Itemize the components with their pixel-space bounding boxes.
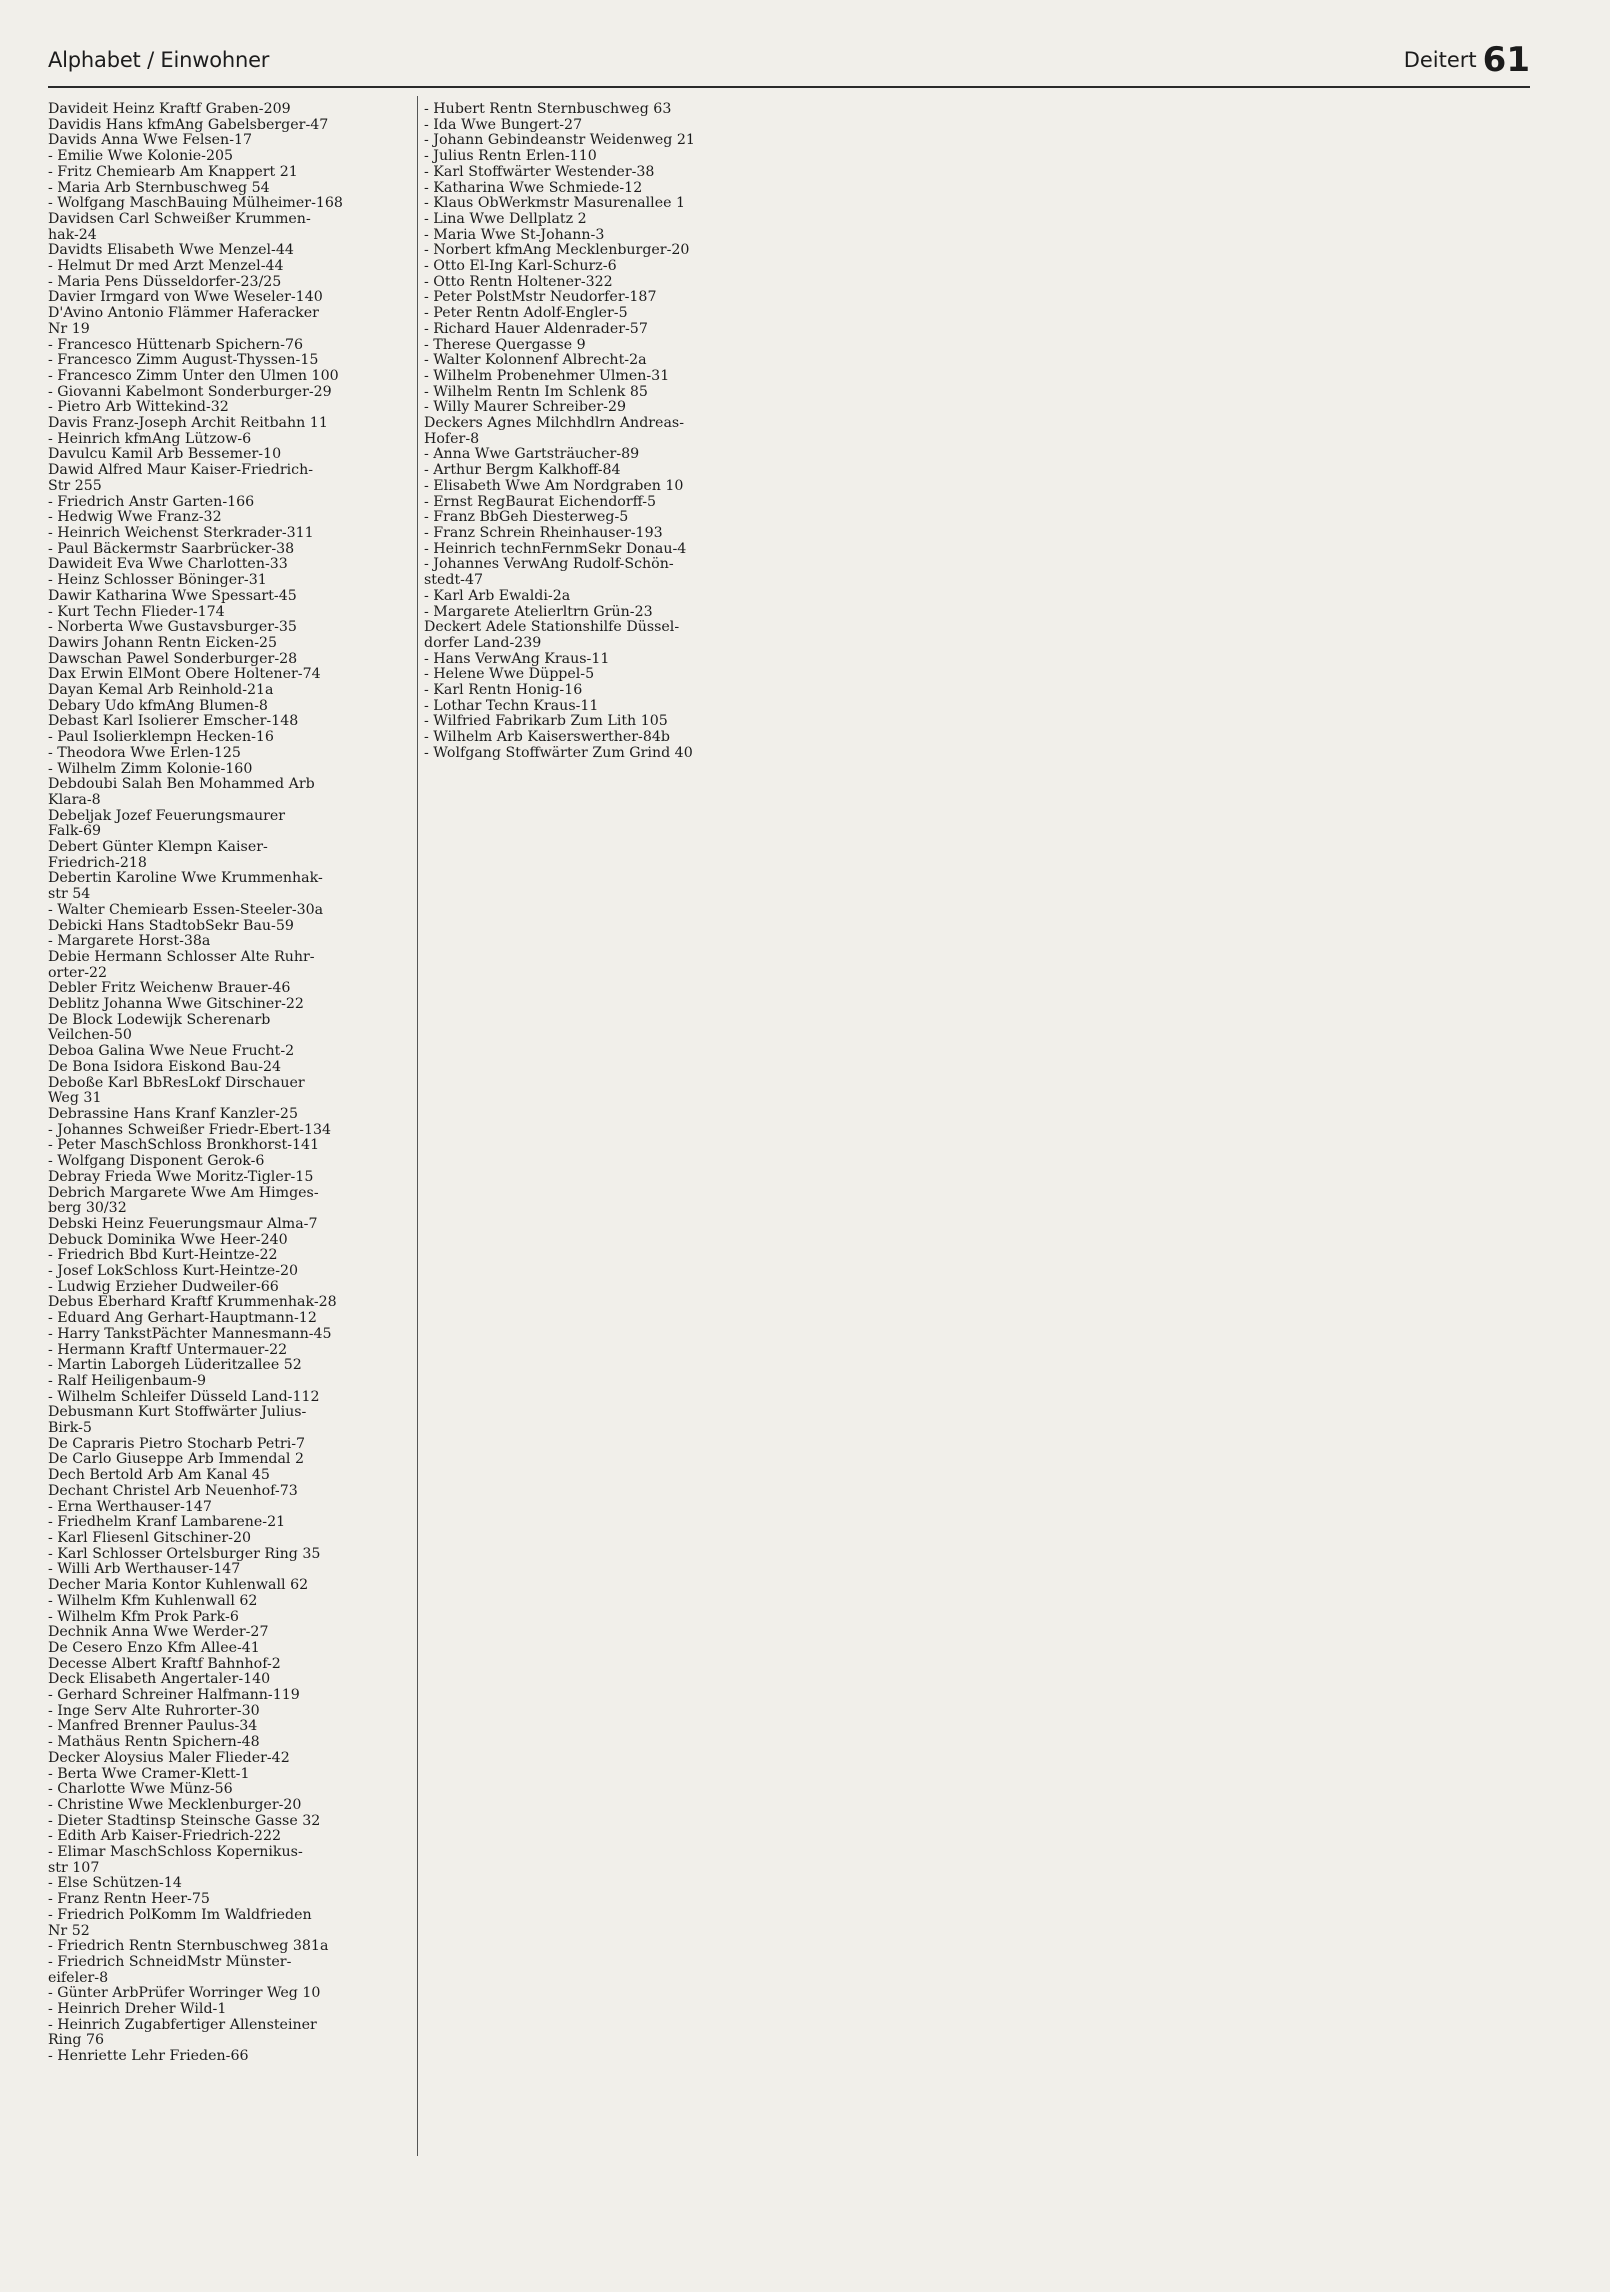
directory-line: Davideit Heinz Kraftf Graben-209: [48, 101, 291, 117]
directory-line: - Else Schützen-14: [48, 1875, 182, 1892]
directory-line: - Karl Schlosser Ortelsburger Ring 35: [48, 1545, 321, 1562]
directory-line: - Hermann Kraftf Untermauer-22: [48, 1341, 288, 1358]
directory-line: - Johannes VerwAng Rudolf-Schön-: [424, 556, 674, 573]
directory-line: str 54: [48, 886, 91, 903]
directory-line: De Capraris Pietro Stocharb Petri-7: [48, 1435, 306, 1452]
directory-line: - Ida Wwe Bungert-27: [424, 116, 583, 133]
directory-line: Deckers Agnes Milchhdlrn Andreas-: [424, 415, 684, 432]
directory-line: - Paul Isolierklempn Hecken-16: [48, 729, 274, 746]
directory-line: - Francesco Zimm August-Thyssen-15: [48, 352, 319, 369]
directory-line: De Cesero Enzo Kfm Allee-41: [48, 1639, 260, 1656]
directory-line: eifeler-8: [48, 1969, 109, 1986]
directory-line: - Wilhelm Arb Kaiserswerther-84b: [424, 729, 670, 746]
directory-line: - Erna Werthauser-147: [48, 1498, 212, 1515]
directory-line: - Wilhelm Schleifer Düsseld Land-112: [48, 1388, 320, 1405]
directory-line: - Kurt Techn Flieder-174: [48, 603, 225, 620]
directory-line: - Katharina Wwe Schmiede-12: [424, 179, 643, 196]
directory-line: - Lothar Techn Kraus-11: [424, 697, 599, 714]
directory-line: Veilchen-50: [48, 1027, 132, 1044]
directory-line: - Wilhelm Rentn Im Schlenk 85: [424, 383, 648, 400]
directory-line: Debusmann Kurt Stoffwärter Julius-: [48, 1404, 307, 1421]
directory-line: - Wolfgang MaschBauing Mülheimer-168: [48, 195, 343, 212]
directory-line: Deblitz Johanna Wwe Gitschiner-22: [48, 996, 304, 1013]
directory-line: Str 255: [48, 477, 102, 494]
directory-line: Dechant Christel Arb Neuenhof-73: [48, 1482, 298, 1499]
directory-line: - Josef LokSchloss Kurt-Heintze-20: [48, 1263, 299, 1280]
directory-line: - Gerhard Schreiner Halfmann-119: [48, 1687, 300, 1704]
directory-line: Dax Erwin ElMont Obere Holtener-74: [48, 666, 321, 683]
directory-line: stedt-47: [424, 572, 484, 589]
directory-line: Decker Aloysius Maler Flieder-42: [48, 1749, 290, 1766]
directory-line: Dawid Alfred Maur Kaiser-Friedrich-: [48, 462, 314, 479]
directory-line: - Margarete Atelierltrn Grün-23: [424, 603, 653, 620]
directory-line: - Charlotte Wwe Münz-56: [48, 1781, 233, 1798]
directory-line: De Carlo Giuseppe Arb Immendal 2: [48, 1451, 304, 1468]
directory-line: - Martin Laborgeh Lüderitzallee 52: [48, 1357, 302, 1374]
directory-line: Debrassine Hans Kranf Kanzler-25: [48, 1106, 298, 1122]
directory-line: - Karl Arb Ewaldi-2a: [424, 587, 571, 604]
section-title: Alphabet / Einwohner: [48, 48, 270, 72]
directory-line: berg 30/32: [48, 1200, 127, 1217]
directory-line: - Maria Arb Sternbuschweg 54: [48, 179, 270, 196]
directory-line: - Wilhelm Kfm Kuhlenwall 62: [48, 1592, 258, 1609]
column-divider: [417, 96, 418, 2156]
directory-line: - Helene Wwe Düppel-5: [424, 666, 595, 683]
directory-line: - Wilfried Fabrikarb Zum Lith 105: [424, 713, 668, 730]
directory-line: - Arthur Bergm Kalkhoff-84: [424, 462, 621, 479]
directory-line: - Edith Arb Kaiser-Friedrich-222: [48, 1828, 282, 1845]
directory-line: Davidsen Carl Schweißer Krummen-: [48, 210, 311, 227]
directory-line: Falk-69: [48, 823, 102, 840]
directory-line: - Günter ArbPrüfer Worringer Weg 10: [48, 1985, 321, 2002]
directory-line: De Bona Isidora Eiskond Bau-24: [48, 1058, 282, 1075]
directory-line: - Wolfgang Stoffwärter Zum Grind 40: [424, 744, 693, 761]
directory-line: - Friedhelm Kranf Lambarene-21: [48, 1514, 286, 1531]
directory-line: - Ernst RegBaurat Eichendorff-5: [424, 493, 657, 510]
page-header: [48, 40, 1530, 82]
directory-line: - Johann Gebindeanstr Weidenweg 21: [424, 132, 695, 149]
directory-line: Davier Irmgard von Wwe Weseler-140: [48, 289, 323, 306]
directory-line: Debert Günter Klempn Kaiser-: [48, 839, 268, 856]
directory-line: - Maria Pens Düsseldorfer-23/25: [48, 273, 282, 290]
directory-line: - Manfred Brenner Paulus-34: [48, 1718, 258, 1735]
directory-line: - Francesco Hüttenarb Spichern-76: [48, 336, 304, 353]
directory-line: Davids Anna Wwe Felsen-17: [48, 132, 253, 149]
directory-line: - Mathäus Rentn Spichern-48: [48, 1734, 260, 1751]
directory-line: - Norberta Wwe Gustavsburger-35: [48, 619, 297, 636]
directory-line: Debus Eberhard Kraftf Krummenhak-28: [48, 1294, 337, 1311]
directory-line: - Margarete Horst-38a: [48, 933, 211, 950]
directory-line: - Elimar MaschSchloss Kopernikus-: [48, 1844, 303, 1861]
directory-line: - Hedwig Wwe Franz-32: [48, 509, 222, 526]
directory-line: - Friedrich Bbd Kurt-Heintze-22: [48, 1247, 278, 1264]
directory-line: - Paul Bäckermstr Saarbrücker-38: [48, 540, 295, 557]
directory-line: Deboa Galina Wwe Neue Frucht-2: [48, 1043, 295, 1060]
directory-line: - Francesco Zimm Unter den Ulmen 100: [48, 367, 339, 384]
directory-line: Debler Fritz Weichenw Brauer-46: [48, 980, 291, 997]
directory-line: Davidts Elisabeth Wwe Menzel-44: [48, 242, 294, 259]
directory-line: Dawideit Eva Wwe Charlotten-33: [48, 556, 288, 573]
directory-line: - Wilhelm Kfm Prok Park-6: [48, 1608, 239, 1625]
running-head-name: Deitert: [1403, 48, 1477, 72]
directory-line: dorfer Land-239: [424, 634, 542, 651]
directory-line: Friedrich-218: [48, 854, 147, 871]
directory-line: Dawir Katharina Wwe Spessart-45: [48, 587, 297, 604]
directory-line: - Elisabeth Wwe Am Nordgraben 10: [424, 477, 684, 494]
directory-line: Deboße Karl BbResLokf Dirschauer: [48, 1074, 305, 1091]
directory-line: Weg 31: [48, 1090, 102, 1107]
directory-line: - Klaus ObWerkmstr Masurenallee 1: [424, 195, 686, 212]
directory-line: Davis Franz-Joseph Archit Reitbahn 11: [48, 415, 328, 432]
directory-line: - Franz Rentn Heer-75: [48, 1891, 210, 1908]
directory-line: Birk-5: [48, 1420, 92, 1437]
directory-line: - Friedrich PolKomm Im Waldfrieden: [48, 1906, 312, 1923]
directory-line: - Franz BbGeh Diesterweg-5: [424, 509, 629, 526]
directory-line: - Willy Maurer Schreiber-29: [424, 399, 626, 416]
directory-line: - Wilhelm Zimm Kolonie-160: [48, 760, 253, 777]
directory-line: Dechnik Anna Wwe Werder-27: [48, 1624, 269, 1641]
directory-line: - Theodora Wwe Erlen-125: [48, 744, 241, 761]
directory-line: Nr 52: [48, 1922, 90, 1939]
directory-line: D'Avino Antonio Flämmer Haferacker: [48, 305, 319, 322]
directory-line: - Friedrich SchneidMstr Münster-: [48, 1953, 292, 1970]
directory-line: - Maria Wwe St-Johann-3: [424, 226, 605, 243]
directory-line: - Karl Fliesenl Gitschiner-20: [48, 1529, 252, 1546]
directory-line: hak-24: [48, 226, 97, 243]
directory-line: Ring 76: [48, 2032, 105, 2049]
directory-line: - Pietro Arb Wittekind-32: [48, 399, 229, 416]
directory-line: - Hubert Rentn Sternbuschweg 63: [424, 101, 672, 117]
directory-line: - Friedrich Anstr Garten-166: [48, 493, 255, 510]
directory-line: Debary Udo kfmAng Blumen-8: [48, 697, 268, 714]
directory-line: - Ralf Heiligenbaum-9: [48, 1372, 207, 1389]
directory-line: - Franz Schrein Rheinhauser-193: [424, 524, 663, 541]
directory-line: - Heinrich Weichenst Sterkrader-311: [48, 524, 314, 541]
directory-line: Debicki Hans StadtobSekr Bau-59: [48, 917, 294, 934]
directory-line: - Karl Rentn Honig-16: [424, 682, 583, 699]
directory-line: - Otto El-Ing Karl-Schurz-6: [424, 258, 617, 275]
header-rule: [48, 86, 1530, 88]
directory-line: Deck Elisabeth Angertaler-140: [48, 1671, 271, 1688]
directory-line: - Otto Rentn Holtener-322: [424, 273, 613, 290]
directory-line: - Fritz Chemiearb Am Knappert 21: [48, 163, 298, 180]
directory-line: - Richard Hauer Aldenrader-57: [424, 320, 648, 337]
directory-line: Hofer-8: [424, 430, 480, 447]
directory-line: Dech Bertold Arb Am Kanal 45: [48, 1467, 270, 1484]
directory-line: - Wolfgang Disponent Gerok-6: [48, 1153, 265, 1170]
directory-line: - Walter Chemiearb Essen-Steeler-30a: [48, 901, 324, 918]
directory-line: Debdoubi Salah Ben Mohammed Arb: [48, 776, 315, 793]
directory-line: Dawirs Johann Rentn Eicken-25: [48, 634, 278, 651]
directory-line: - Heinrich technFernmSekr Donau-4: [424, 540, 687, 557]
directory-line: - Friedrich Rentn Sternbuschweg 381a: [48, 1938, 329, 1955]
directory-line: - Christine Wwe Mecklenburger-20: [48, 1796, 302, 1813]
directory-line: - Therese Quergasse 9: [424, 336, 586, 353]
column-2: [424, 102, 786, 762]
directory-line: - Heinrich Dreher Wild-1: [48, 2001, 227, 2018]
directory-line: Davidis Hans kfmAng Gabelsberger-47: [48, 116, 329, 133]
directory-line: - Willi Arb Werthauser-147: [48, 1561, 241, 1578]
directory-line: orter-22: [48, 964, 108, 981]
directory-line: - Harry TankstPächter Mannesmann-45: [48, 1325, 332, 1342]
directory-line: - Karl Stoffwärter Westender-38: [424, 163, 655, 180]
directory-line: - Peter PolstMstr Neudorfer-187: [424, 289, 657, 306]
directory-line: Debeljak Jozef Feuerungsmaurer: [48, 807, 286, 824]
directory-line: - Ludwig Erzieher Dudweiler-66: [48, 1278, 279, 1295]
directory-line: - Walter Kolonnenf Albrecht-2a: [424, 352, 647, 369]
directory-line: Davulcu Kamil Arb Bessemer-10: [48, 446, 282, 463]
directory-line: Dawschan Pawel Sonderburger-28: [48, 650, 298, 667]
directory-line: - Heinrich kfmAng Lützow-6: [48, 430, 252, 447]
column-1: [48, 102, 410, 2065]
directory-line: - Inge Serv Alte Ruhrorter-30: [48, 1702, 260, 1719]
directory-line: De Block Lodewijk Scherenarb: [48, 1011, 271, 1028]
page-number: 61: [1482, 40, 1530, 80]
directory-line: - Eduard Ang Gerhart-Hauptmann-12: [48, 1310, 317, 1327]
directory-line: Debertin Karoline Wwe Krummenhak-: [48, 870, 323, 887]
directory-line: - Henriette Lehr Frieden-66: [48, 2048, 249, 2065]
directory-line: Nr 19: [48, 320, 90, 337]
directory-line: - Heinrich Zugabfertiger Allensteiner: [48, 2016, 317, 2033]
directory-line: - Heinz Schlosser Böninger-31: [48, 572, 267, 589]
directory-line: Klara-8: [48, 791, 101, 808]
directory-line: Debie Hermann Schlosser Alte Ruhr-: [48, 948, 315, 965]
directory-line: - Peter Rentn Adolf-Engler-5: [424, 305, 628, 322]
directory-line: str 107: [48, 1859, 100, 1876]
directory-line: - Wilhelm Probenehmer Ulmen-31: [424, 367, 670, 384]
directory-line: - Helmut Dr med Arzt Menzel-44: [48, 258, 284, 275]
directory-line: Decesse Albert Kraftf Bahnhof-2: [48, 1655, 281, 1672]
directory-line: - Lina Wwe Dellplatz 2: [424, 210, 587, 227]
directory-line: - Johannes Schweißer Friedr-Ebert-134: [48, 1121, 332, 1138]
directory-line: Debray Frieda Wwe Moritz-Tigler-15: [48, 1168, 314, 1185]
directory-line: - Norbert kfmAng Mecklenburger-20: [424, 242, 690, 259]
directory-line: - Dieter Stadtinsp Steinsche Gasse 32: [48, 1812, 321, 1829]
directory-line: - Hans VerwAng Kraus-11: [424, 650, 610, 667]
running-head: [1404, 40, 1530, 80]
directory-line: - Giovanni Kabelmont Sonderburger-29: [48, 383, 332, 400]
directory-line: Debski Heinz Feuerungsmaur Alma-7: [48, 1215, 318, 1232]
directory-line: Decher Maria Kontor Kuhlenwall 62: [48, 1577, 309, 1594]
directory-line: Debrich Margarete Wwe Am Himges-: [48, 1184, 319, 1201]
directory-line: - Emilie Wwe Kolonie-205: [48, 148, 234, 165]
directory-line: Dayan Kemal Arb Reinhold-21a: [48, 682, 274, 699]
directory-line: Deckert Adele Stationshilfe Düssel-: [424, 619, 680, 636]
directory-line: - Berta Wwe Cramer-Klett-1: [48, 1765, 250, 1782]
directory-line: - Julius Rentn Erlen-110: [424, 148, 597, 165]
directory-line: - Peter MaschSchloss Bronkhorst-141: [48, 1137, 320, 1154]
directory-line: Debast Karl Isolierer Emscher-148: [48, 713, 299, 730]
directory-line: - Anna Wwe Gartsträucher-89: [424, 446, 640, 463]
directory-line: Debuck Dominika Wwe Heer-240: [48, 1231, 288, 1248]
